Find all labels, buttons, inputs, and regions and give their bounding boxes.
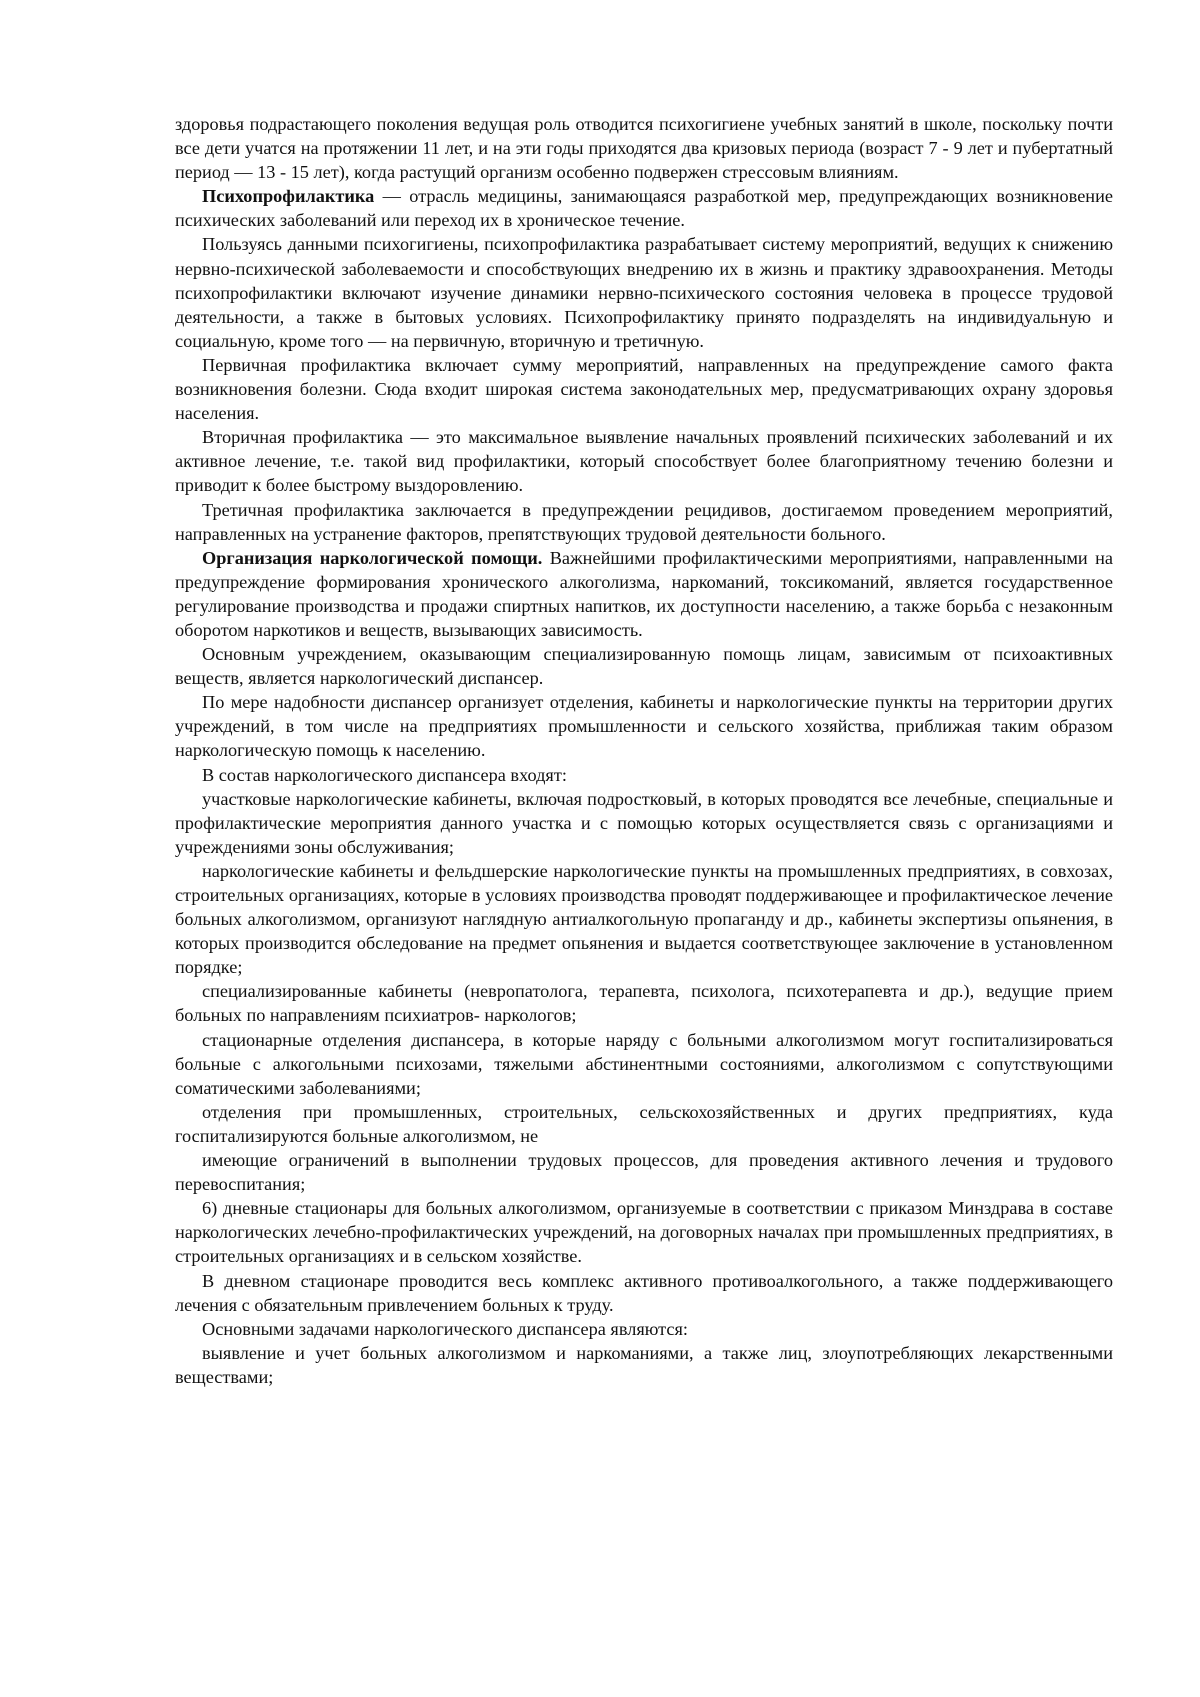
paragraph: По мере надобности диспансер организует отделения, кабинеты и наркологические пункты на территории других учреждений, в том числе на предприятиях промышленности и сельского хозяйства, приближая таким образом наркологическую помощь к населению. — [175, 692, 1113, 761]
paragraph: Пользуясь данными психогигиены, психопрофилактика разрабатывает систему мероприятий, ведущих к снижению нервно-психической заболеваемости и способствующих внедрению их в жизнь и практику здравоохранения. Методы психопрофилактики включают изучение динамики нервно-психического состояния человека в процессе трудовой деятельности, а также в бытовых условиях. Психопрофилактику принято подразделять на индивидуальную и социальную, кроме того — на первичную, вторичную и третичную. — [175, 234, 1113, 351]
paragraph-intro: здоровья подрастающего поколения ведущая роль отводится психогигиене учебных занятий в школе, поскольку почти все дети учатся на протяжении 11 лет, и на эти годы приходятся два кризовых периода (возраст 7 - 9 лет и пубертатный период — 13 - 15 лет), когда растущий организм особенно подвержен стрессовым влияниям. — [175, 114, 1113, 183]
paragraph: Третичная профилактика заключается в предупреждении рецидивов, достигаемом проведением мероприятий, направленных на устранение факторов, препятствующих трудовой деятельности больного. — [175, 499, 1113, 544]
list-item: специализированные кабинеты (невропатолога, терапевта, психолога, психотерапевта и др.), ведущие прием больных по направлениям психиатров- наркологов; — [175, 981, 1113, 1026]
section-heading: Организация наркологической помощи. — [202, 547, 543, 568]
paragraph: Первичная профилактика включает сумму мероприятий, направленных на предупреждение самого факта возникновения болезни. Сюда входит широкая система законодательных мер, предусматривающих охрану здоровья населения. — [175, 354, 1113, 424]
paragraph: Основным учреждением, оказывающим специализированную помощь лицам, зависимым от психоактивных веществ, является наркологический диспансер. — [175, 644, 1113, 689]
list-item: имеющие ограничений в выполнении трудовых процессов, для проведения активного лечения и трудового перевоспитания; — [175, 1150, 1113, 1195]
paragraph-psychoprophylaxis-definition: Психопрофилактика — отрасль медицины, занимающаяся разработкой мер, предупреждающих возникновение психических заболеваний или переход их в хроническое течение. — [175, 186, 1113, 231]
list-item: стационарные отделения диспансера, в которые наряду с больными алкоголизмом могут госпитализироваться больные с алкогольными психозами, тяжелыми абстинентными состояниями, алкоголизмом с сопутствующими соматическими заболеваниями; — [175, 1029, 1113, 1098]
list-item: участковые наркологические кабинеты, включая подростковый, в которых проводятся все лечебные, специальные и профилактические мероприятия данного участка и с помощью которых осуществляется связь с организациями и учреждениями зоны обслуживания; — [175, 788, 1113, 857]
list-item: наркологические кабинеты и фельдшерские наркологические пункты на промышленных предприятиях, в совхозах, строительных организациях, которые в условиях производства проводят поддерживающее и профилактическое лечение больных алкоголизмом, организуют наглядную антиалкогольную пропаганду и др., кабинеты экспертизы опьянения, в которых производится обследование на предмет опьянения и выдается соответствующее заключение в установленном порядке; — [175, 860, 1113, 978]
list-item: отделения при промышленных, строительных, сельскохозяйственных и других предприятиях, куда госпитализируются больные алкоголизмом, не — [175, 1101, 1113, 1146]
paragraph: Основными задачами наркологического диспансера являются: — [202, 1318, 688, 1339]
paragraph-narcology-organization: Организация наркологической помощи. Важнейшими профилактическими мероприятиями, направленными на предупреждение формирования хронического алкоголизма, наркоманий, токсикоманий, является государственное регулирование производства и продажи спиртных напитков, их доступности населению, а также борьба с незаконным оборотом наркотиков и веществ, вызывающих зависимость. — [175, 547, 1113, 640]
list-item: 6) дневные стационары для больных алкоголизмом, организуемые в соответствии с приказом Минздрава в составе наркологических лечебно-профилактических учреждений, на договорных началах при промышленных предприятиях, в строительных организациях и в сельском хозяйстве. — [175, 1198, 1113, 1267]
paragraph: В дневном стационаре проводится весь комплекс активного противоалкогольного, а также поддерживающего лечения с обязательным привлечением больных к труду. — [175, 1270, 1113, 1315]
document-page — [175, 112, 1113, 1389]
paragraph: Вторичная профилактика — это максимальное выявление начальных проявлений психических заболеваний и их активное лечение, т.е. такой вид профилактики, который способствует более благоприятному течению болезни и приводит к более быстрому выздоровлению. — [175, 427, 1113, 496]
paragraph: В состав наркологического диспансера входят: — [202, 764, 567, 785]
list-item: выявление и учет больных алкоголизмом и наркоманиями, а также лиц, злоупотребляющих лекарственными веществами; — [175, 1342, 1113, 1387]
term-heading: Психопрофилактика — [202, 186, 375, 207]
